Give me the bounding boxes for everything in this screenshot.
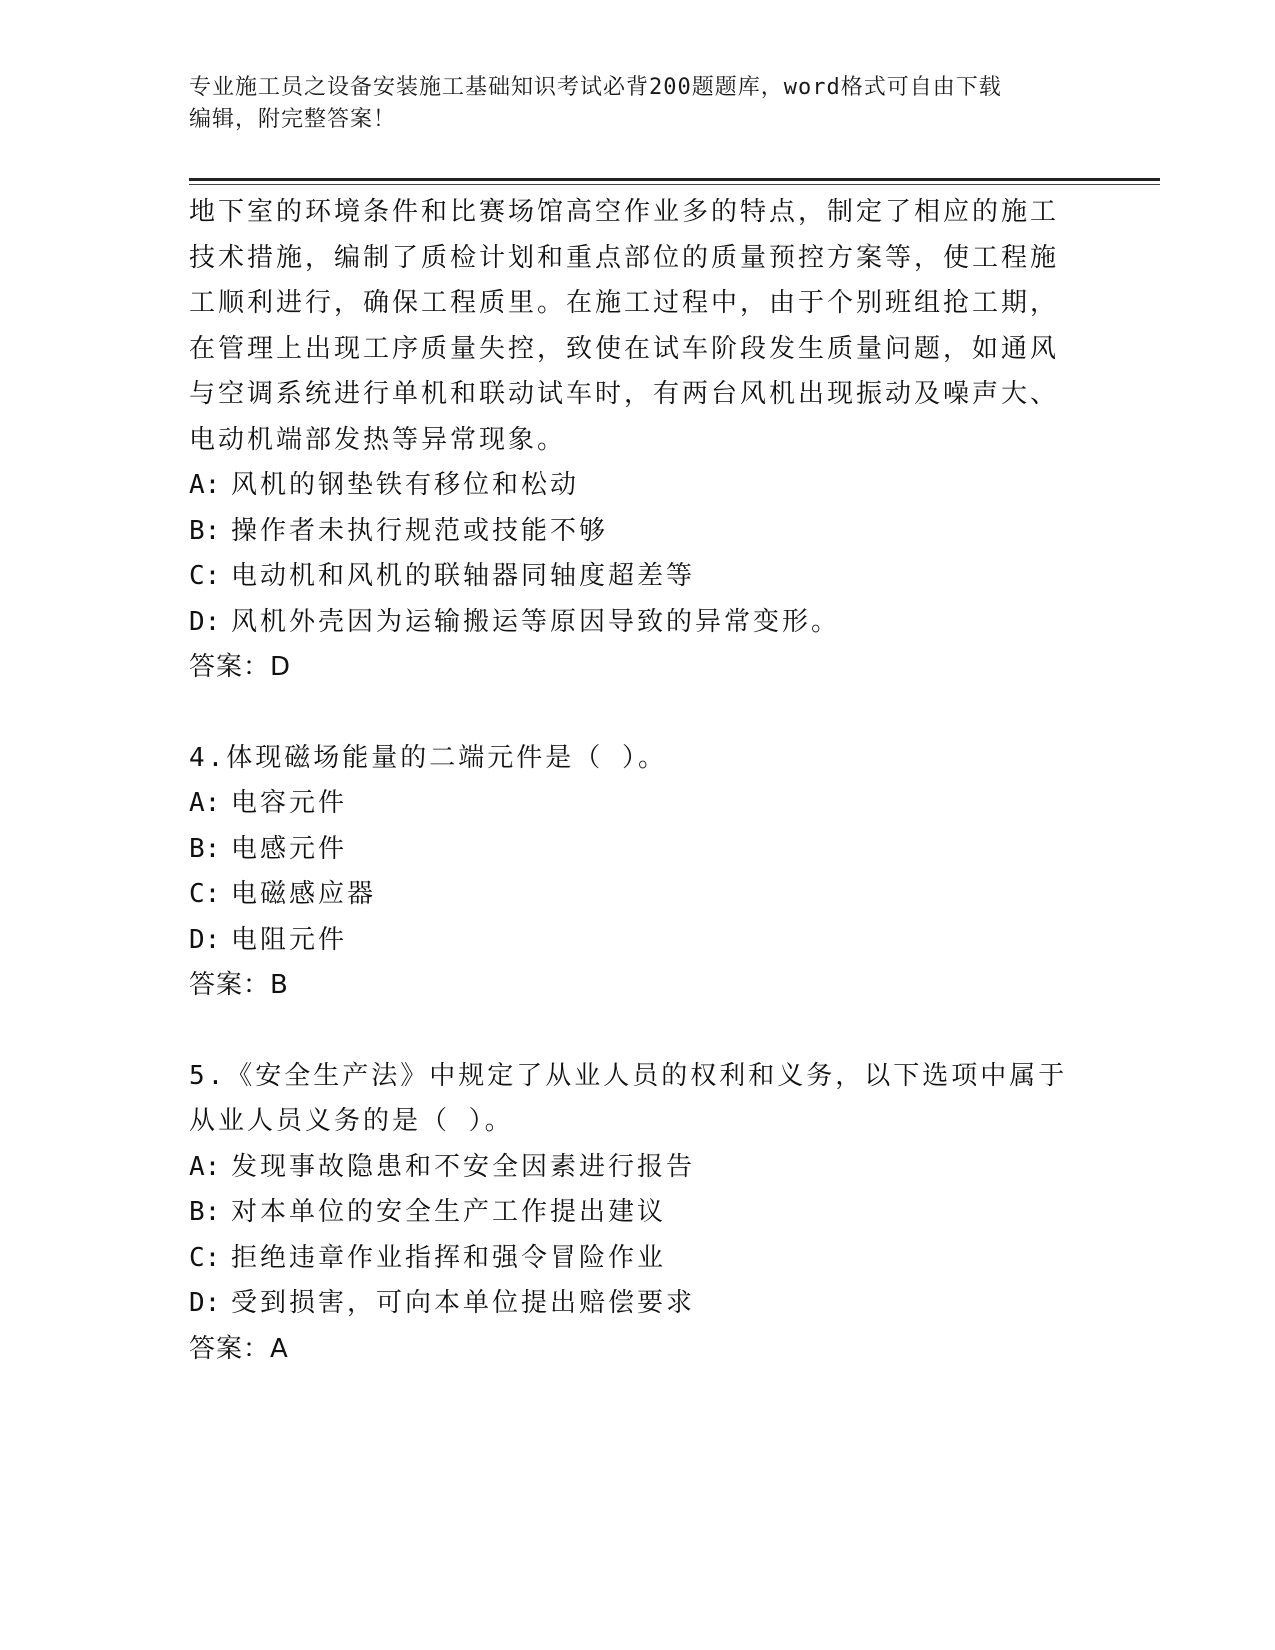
stem-line: 电动机端部发热等异常现象。 bbox=[189, 424, 567, 455]
answer-line: 答案：A bbox=[189, 1333, 289, 1364]
header-divider-thin bbox=[189, 184, 1160, 185]
option-b bbox=[189, 1190, 1069, 1236]
option-letter: A: bbox=[189, 1151, 221, 1182]
option-b bbox=[189, 827, 1069, 873]
option-text: 风机外壳因为运输搬运等原因导致的异常变形。 bbox=[231, 606, 841, 637]
option-letter: C: bbox=[189, 1242, 221, 1273]
header-line-1: 专业施工员之设备安装施工基础知识考试必背200题题库，word格式可自由下载 bbox=[189, 75, 1002, 100]
question-spacer bbox=[189, 691, 1069, 736]
option-letter: B: bbox=[189, 1197, 221, 1227]
option-d bbox=[189, 918, 1069, 964]
option-d bbox=[189, 600, 1069, 646]
option-letter: C: bbox=[189, 561, 221, 591]
header-divider-thick bbox=[189, 178, 1160, 181]
option-text: 对本单位的安全生产工作提出建议 bbox=[231, 1197, 667, 1227]
option-a bbox=[189, 781, 1069, 827]
option-letter: B: bbox=[189, 833, 221, 864]
question-stem bbox=[189, 1054, 1069, 1145]
option-c bbox=[189, 872, 1069, 918]
question-4 bbox=[189, 736, 1069, 1009]
option-text: 风机的钢垫铁有移位和松动 bbox=[231, 470, 580, 500]
option-letter: D: bbox=[189, 924, 221, 955]
question-3 bbox=[189, 190, 1069, 691]
option-d bbox=[189, 1281, 1069, 1327]
question-stem bbox=[189, 736, 1069, 782]
stem-line: 与空调系统进行单机和联动试车时，有两台风机出现振动及噪声大、 bbox=[189, 379, 1060, 409]
option-text: 拒绝违章作业指挥和强令冒险作业 bbox=[231, 1242, 667, 1273]
option-letter: A: bbox=[189, 470, 221, 500]
question-spacer bbox=[189, 1009, 1069, 1054]
option-text: 受到损害，可向本单位提出赔偿要求 bbox=[231, 1288, 696, 1318]
option-text: 电动机和风机的联轴器同轴度超差等 bbox=[231, 561, 696, 591]
stem-line: 地下室的环境条件和比赛场馆高空作业多的特点，制定了相应的施工 bbox=[189, 197, 1060, 227]
stem-line: 5.《安全生产法》中规定了从业人员的权利和义务，以下选项中属于 bbox=[189, 1060, 1068, 1091]
stem-line: 4.体现磁场能量的二端元件是（ ）。 bbox=[189, 742, 667, 773]
document-header bbox=[189, 72, 1089, 136]
option-text: 电磁感应器 bbox=[231, 879, 377, 909]
stem-line: 从业人员义务的是（ ）。 bbox=[189, 1106, 514, 1136]
option-a bbox=[189, 1145, 1069, 1191]
stem-line: 技术措施，编制了质检计划和重点部位的质量预控方案等，使工程施 bbox=[189, 242, 1060, 273]
option-letter: B: bbox=[189, 515, 221, 546]
stem-line: 工顺利进行，确保工程质里。在施工过程中，由于个别班组抢工期， bbox=[189, 288, 1060, 318]
option-a bbox=[189, 463, 1069, 509]
question-5 bbox=[189, 1054, 1069, 1373]
question-stem bbox=[189, 190, 1069, 463]
option-letter: A: bbox=[189, 788, 221, 818]
stem-line: 在管理上出现工序质量失控，致使在试车阶段发生质量问题，如通风 bbox=[189, 333, 1060, 364]
option-letter: C: bbox=[189, 879, 221, 909]
answer-line: 答案：D bbox=[189, 652, 292, 682]
option-b bbox=[189, 509, 1069, 555]
option-text: 操作者未执行规范或技能不够 bbox=[231, 515, 609, 546]
header-line-2: 编辑，附完整答案！ bbox=[189, 107, 397, 132]
answer-line: 答案：B bbox=[189, 970, 289, 1000]
option-letter: D: bbox=[189, 606, 221, 637]
option-text: 发现事故隐患和不安全因素进行报告 bbox=[231, 1151, 696, 1182]
option-text: 电容元件 bbox=[231, 788, 348, 818]
document-body bbox=[189, 190, 1069, 1372]
option-text: 电阻元件 bbox=[231, 924, 348, 955]
option-text: 电感元件 bbox=[231, 833, 348, 864]
option-letter: D: bbox=[189, 1288, 221, 1318]
option-c bbox=[189, 1236, 1069, 1282]
option-c bbox=[189, 554, 1069, 600]
